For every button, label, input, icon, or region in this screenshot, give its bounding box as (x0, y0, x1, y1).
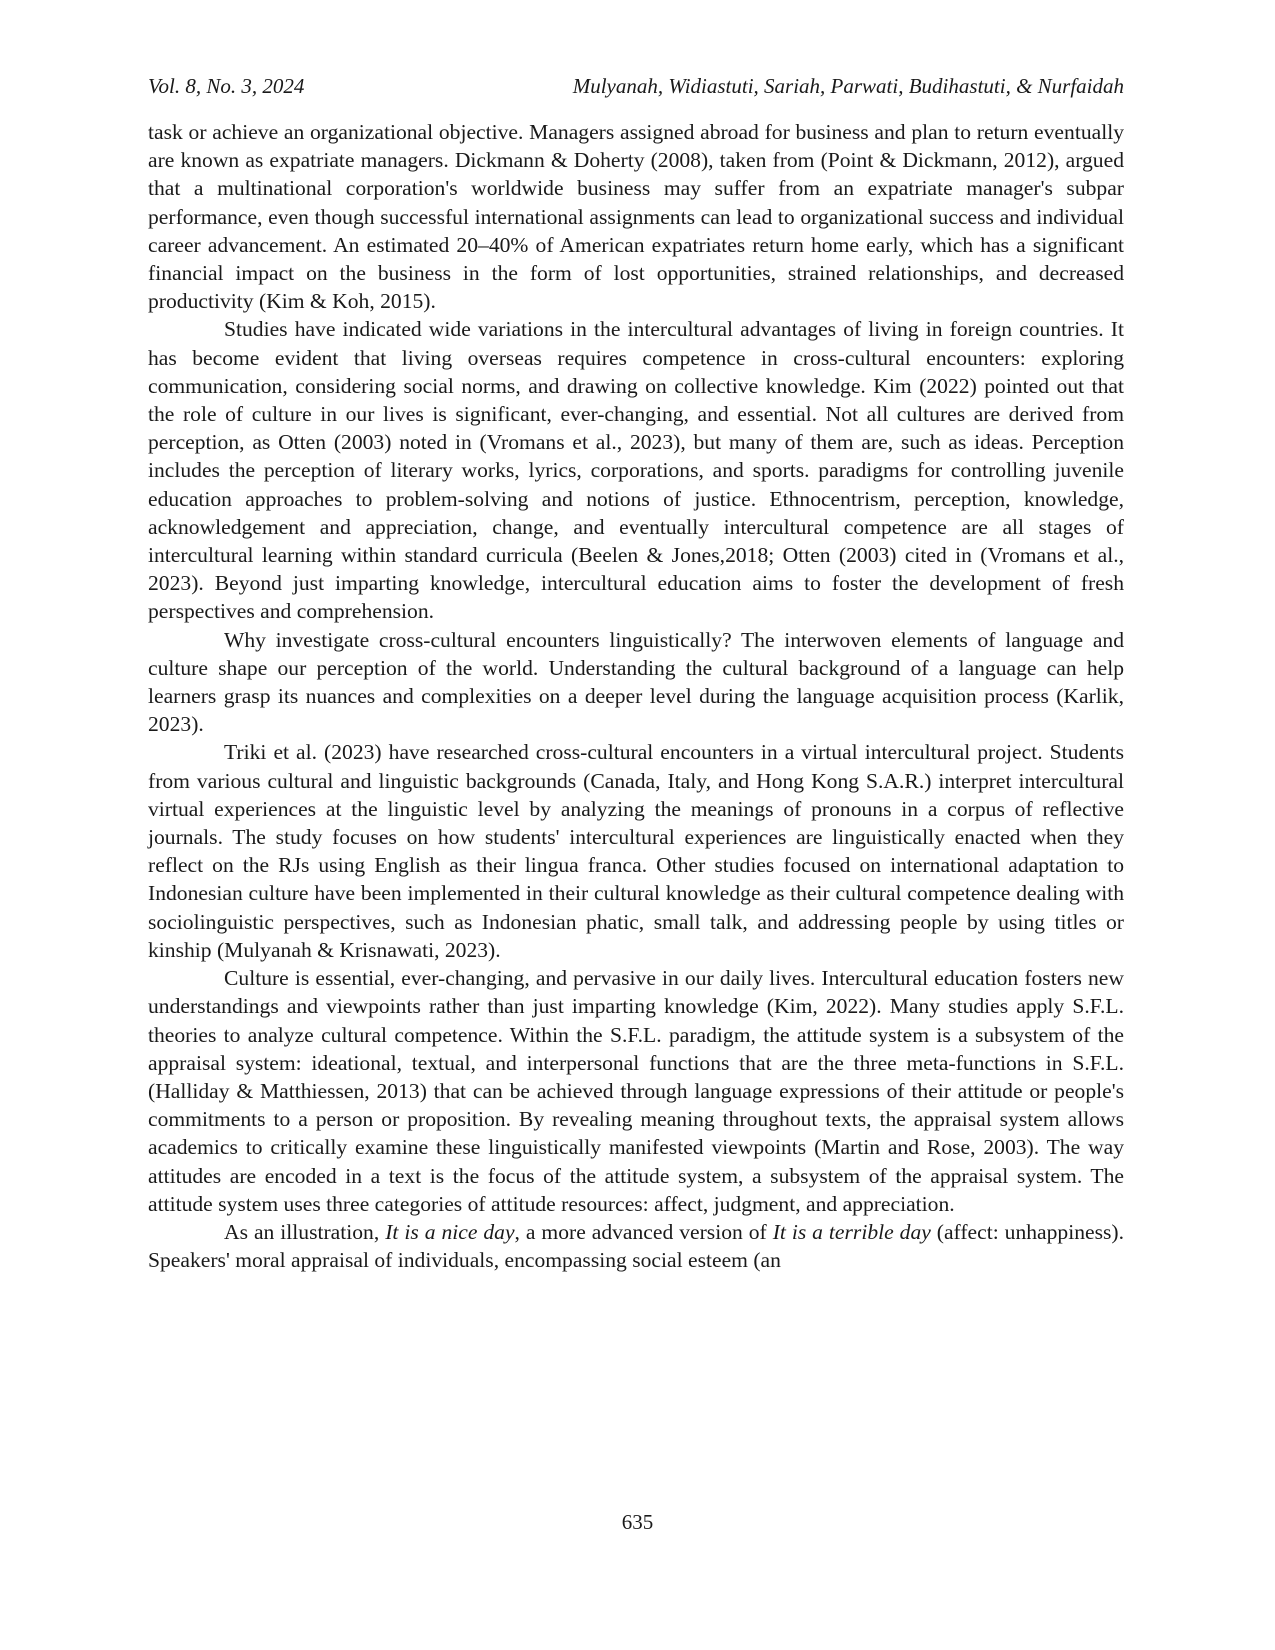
paragraph-sfl-appraisal: Culture is essential, ever-changing, and pervasive in our daily lives. Intercultural education fosters new understandings and viewpoints rather than just imparting knowledge (Kim, 2022). Many studies apply S.F.L. theories to analyze cultural competence. Within the S.F.L. paradigm, the attitude system is a subsystem of the appraisal system: ideational, textual, and interpersonal functions that are the three meta-functions in S.F.L. (Halliday & Matthiessen, 2013) that can be achieved through language expressions of their attitude or people's commitments to a person or proposition. By revealing meaning throughout texts, the appraisal system allows academics to critically examine these linguistically manifested viewpoints (Martin and Rose, 2003). The way attitudes are encoded in a text is the focus of the attitude system, a subsystem of the appraisal system. The attitude system uses three categories of attitude resources: affect, judgment, and appreciation. (148, 966, 1124, 1216)
illustration-mid: , a more advanced version of (514, 1219, 773, 1244)
body-text (148, 118, 1124, 1274)
paragraph-illustration (148, 1218, 1124, 1274)
example-nice-day: It is a nice day (385, 1219, 515, 1244)
illustration-tail: (affect: unhappiness). Speakers' moral appraisal of individuals, encompassing social esteem (an (148, 1219, 1125, 1273)
running-header (148, 74, 1124, 106)
illustration-lead: As an illustration, (224, 1219, 386, 1244)
example-terrible-day: It is a terrible day (772, 1219, 931, 1244)
authors: Mulyanah, Widiastuti, Sariah, Parwati, Budihastuti, & Nurfaidah (572, 74, 1124, 98)
journal-issue: Vol. 8, No. 3, 2024 (148, 74, 305, 98)
paragraph-triki-study: Triki et al. (2023) have researched cross-cultural encounters in a virtual intercultural project. Students from various cultural and linguistic backgrounds (Canada, Italy, and Hong Kong S.A.R.) interpret intercultural virtual experiences at the linguistic level by analyzing the meanings of pronouns in a corpus of reflective journals. The study focuses on how students' intercultural experiences are linguistically enacted when they reflect on the RJs using English as their lingua franca. Other studies focused on international adaptation to Indonesian culture have been implemented in their cultural knowledge as their cultural competence dealing with sociolinguistic perspectives, such as Indonesian phatic, small talk, and addressing people by using titles or kinship (Mulyanah & Krisnawati, 2023). (148, 740, 1124, 962)
page-number: 635 (621, 1510, 654, 1534)
paragraph-intercultural-advantages: Studies have indicated wide variations in the intercultural advantages of living in foreign countries. It has become evident that living overseas requires competence in cross-cultural encounters: exploring communication, considering social norms, and drawing on collective knowledge. Kim (2022) pointed out that the role of culture in our lives is significant, ever-changing, and essential. Not all cultures are derived from perception, as Otten (2003) noted in (Vromans et al., 2023), but many of them are, such as ideas. Perception includes the perception of literary works, lyrics, corporations, and sports. paradigms for controlling juvenile education approaches to problem-solving and notions of justice. Ethnocentrism, perception, knowledge, acknowledgement and appreciation, change, and eventually intercultural competence are all stages of intercultural learning within standard curricula (Beelen & Jones,2018; Otten (2003) cited in (Vromans et al., 2023). Beyond just imparting knowledge, intercultural education aims to foster the development of fresh perspectives and comprehension. (148, 317, 1124, 624)
paragraph-continuation: task or achieve an organizational objective. Managers assigned abroad for business and plan to return eventually are known as expatriate managers. Dickmann & Doherty (2008), taken from (Point & Dickmann, 2012), argued that a multinational corporation's worldwide business may suffer from an expatriate manager's subpar performance, even though successful international assignments can lead to organizational success and individual career advancement. An estimated 20–40% of American expatriates return home early, which has a significant financial impact on the business in the form of lost opportunities, strained relationships, and decreased productivity (Kim & Koh, 2015). (148, 120, 1124, 314)
paragraph-why-linguistically: Why investigate cross-cultural encounters linguistically? The interwoven elements of language and culture shape our perception of the world. Understanding the cultural background of a language can help learners grasp its nuances and complexities on a deeper level during the language acquisition process (Karlik, 2023). (148, 627, 1124, 737)
